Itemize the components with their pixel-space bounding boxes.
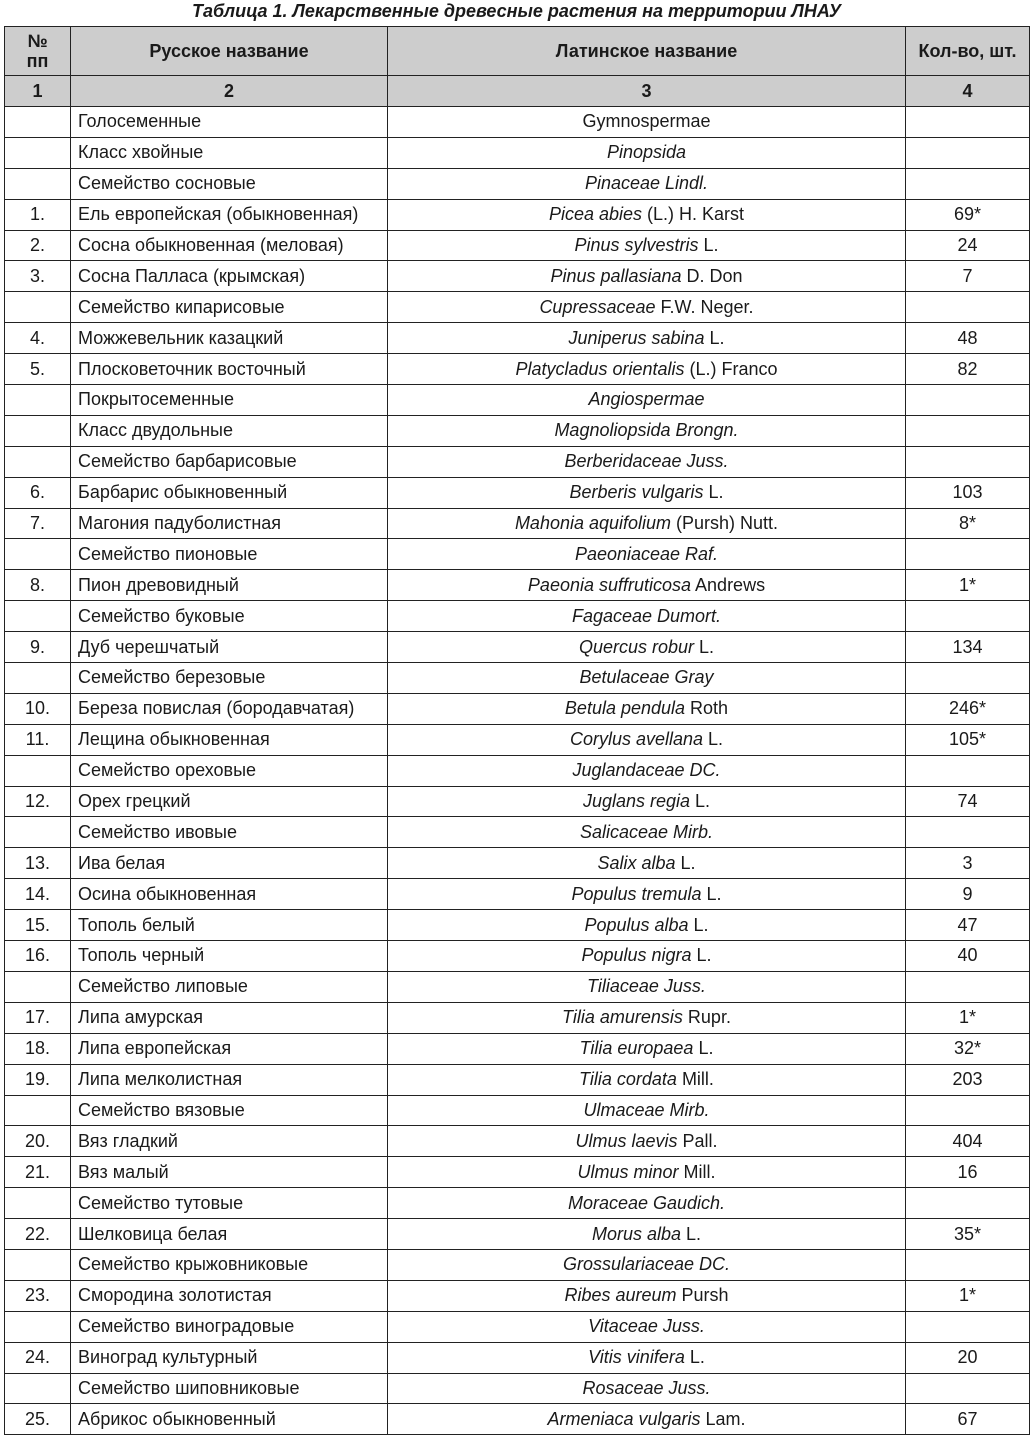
latin-name	[388, 1126, 906, 1157]
latin-name	[388, 848, 906, 879]
table-row	[5, 1342, 1030, 1373]
latin-name-italic: Armeniaca vulgaris	[547, 1408, 701, 1429]
quantity: 32*	[906, 1033, 1030, 1064]
quantity: 35*	[906, 1219, 1030, 1250]
table-row	[5, 292, 1030, 323]
latin-name-italic: Populus tremula	[571, 883, 702, 904]
latin-name-italic: Betula pendula	[564, 698, 686, 719]
russian-name: Ива белая	[71, 848, 388, 879]
latin-name-italic: Vitaceae Juss.	[588, 1316, 705, 1337]
row-number: 24.	[5, 1342, 71, 1373]
table-row	[5, 539, 1030, 570]
row-number	[5, 971, 71, 1002]
latin-name	[388, 137, 906, 168]
latin-name	[388, 199, 906, 230]
quantity: 105*	[906, 724, 1030, 755]
latin-name	[388, 601, 906, 632]
latin-name	[388, 1249, 906, 1280]
latin-name	[388, 693, 906, 724]
latin-name-italic: Cupressaceae	[539, 296, 656, 317]
russian-name: Семейство пионовые	[71, 539, 388, 570]
latin-name-italic: Fagaceae Dumort.	[571, 605, 722, 626]
quantity: 3	[906, 848, 1030, 879]
latin-name	[388, 1002, 906, 1033]
table-row	[5, 477, 1030, 508]
quantity: 203	[906, 1064, 1030, 1095]
quantity	[906, 137, 1030, 168]
column-number-row	[5, 76, 1030, 107]
row-number: 12.	[5, 786, 71, 817]
column-number: 1	[5, 76, 71, 107]
latin-name-author: L.	[698, 235, 719, 255]
quantity: 48	[906, 323, 1030, 354]
latin-name	[388, 910, 906, 941]
latin-name-italic: Ulmus laevis	[575, 1130, 678, 1151]
row-number	[5, 1188, 71, 1219]
russian-name: Пион древовидный	[71, 570, 388, 601]
row-number	[5, 446, 71, 477]
latin-name	[388, 168, 906, 199]
russian-name: Семейство шиповниковые	[71, 1373, 388, 1404]
russian-name: Магония падуболистная	[71, 508, 388, 539]
russian-name: Липа мелколистная	[71, 1064, 388, 1095]
column-number: 2	[71, 76, 388, 107]
table-row	[5, 1404, 1030, 1435]
header-russian-name: Русское название	[71, 27, 388, 76]
quantity: 404	[906, 1126, 1030, 1157]
row-number	[5, 1311, 71, 1342]
quantity: 1*	[906, 570, 1030, 601]
latin-name-italic: Pinus pallasiana	[550, 265, 682, 286]
russian-name: Класс двудольные	[71, 415, 388, 446]
quantity: 74	[906, 786, 1030, 817]
table-row	[5, 1249, 1030, 1280]
quantity	[906, 385, 1030, 416]
latin-name-author: L.	[703, 482, 724, 503]
latin-name-italic: Vitis vinifera	[588, 1347, 685, 1368]
russian-name: Семейство ивовые	[71, 817, 388, 848]
quantity	[906, 446, 1030, 477]
latin-name-italic: Tilia europaea	[579, 1038, 694, 1059]
latin-name	[388, 230, 906, 261]
russian-name: Голосеменные	[71, 107, 388, 138]
russian-name: Семейство буковые	[71, 601, 388, 632]
quantity	[906, 539, 1030, 570]
russian-name: Семейство крыжовниковые	[71, 1249, 388, 1280]
row-number: 22.	[5, 1219, 71, 1250]
latin-name-author: Pall.	[677, 1130, 718, 1151]
latin-name-author: L.	[694, 636, 715, 657]
latin-name-author: Rupr.	[682, 1007, 731, 1028]
header-row	[5, 27, 1030, 76]
latin-name-italic: Populus alba	[584, 914, 689, 935]
russian-name: Покрытосеменные	[71, 385, 388, 416]
russian-name: Ель европейская (обыкновенная)	[71, 199, 388, 230]
row-number: 13.	[5, 848, 71, 879]
latin-name-italic: Rosaceae Juss.	[582, 1377, 711, 1398]
latin-name	[388, 724, 906, 755]
quantity: 82	[906, 354, 1030, 385]
row-number: 2.	[5, 230, 71, 261]
russian-name: Семейство виноградовые	[71, 1311, 388, 1342]
russian-name: Семейство липовые	[71, 971, 388, 1002]
row-number: 5.	[5, 354, 71, 385]
row-number: 20.	[5, 1126, 71, 1157]
quantity	[906, 292, 1030, 323]
latin-name	[388, 446, 906, 477]
table-row	[5, 1280, 1030, 1311]
russian-name: Липа европейская	[71, 1033, 388, 1064]
latin-name-italic: Juglans regia	[582, 791, 691, 812]
latin-name	[388, 1064, 906, 1095]
row-number: 23.	[5, 1280, 71, 1311]
latin-name-author: Pursh	[676, 1285, 729, 1306]
table-caption: Таблица 1. Лекарственные древесные растения на территории ЛНАУ	[192, 1, 841, 21]
quantity: 24	[906, 230, 1030, 261]
quantity: 40	[906, 941, 1030, 972]
latin-name-italic: Berberidaceae Juss.	[564, 451, 729, 472]
latin-name	[388, 941, 906, 972]
row-number	[5, 415, 71, 446]
russian-name: Вяз гладкий	[71, 1126, 388, 1157]
table-row	[5, 879, 1030, 910]
row-number: 8.	[5, 570, 71, 601]
table-row	[5, 848, 1030, 879]
row-number: 14.	[5, 879, 71, 910]
latin-name-italic: Mahonia aquifolium	[514, 513, 672, 534]
russian-name: Липа амурская	[71, 1002, 388, 1033]
table-row	[5, 663, 1030, 694]
row-number: 1.	[5, 199, 71, 230]
quantity: 20	[906, 1342, 1030, 1373]
latin-name-italic: Salix alba	[597, 852, 676, 873]
row-number: 3.	[5, 261, 71, 292]
table-row	[5, 1373, 1030, 1404]
latin-name	[388, 477, 906, 508]
row-number	[5, 755, 71, 786]
quantity	[906, 415, 1030, 446]
russian-name: Абрикос обыкновенный	[71, 1404, 388, 1435]
table-row	[5, 910, 1030, 941]
table-row	[5, 1033, 1030, 1064]
table-row	[5, 786, 1030, 817]
column-number: 3	[388, 76, 906, 107]
russian-name: Можжевельник казацкий	[71, 323, 388, 354]
table-row	[5, 601, 1030, 632]
russian-name: Семейство березовые	[71, 663, 388, 694]
row-number: 17.	[5, 1002, 71, 1033]
russian-name: Лещина обыкновенная	[71, 724, 388, 755]
latin-name-author: D. Don	[681, 265, 743, 286]
header-quantity: Кол-во, шт.	[906, 27, 1030, 76]
latin-name-italic: Tilia cordata	[579, 1069, 677, 1090]
quantity: 67	[906, 1404, 1030, 1435]
latin-name-author: Roth	[685, 698, 729, 719]
latin-name	[388, 817, 906, 848]
latin-name-author: L.	[675, 852, 696, 873]
row-number	[5, 385, 71, 416]
latin-name-italic: Pinaceae Lindl.	[584, 173, 709, 194]
latin-name-author: Mill.	[676, 1069, 714, 1090]
quantity: 1*	[906, 1002, 1030, 1033]
russian-name: Класс хвойные	[71, 137, 388, 168]
russian-name: Сосна обыкновенная (меловая)	[71, 230, 388, 261]
column-number: 4	[906, 76, 1030, 107]
latin-name-italic: Paeoniaceae Raf.	[574, 543, 719, 564]
latin-name	[388, 1095, 906, 1126]
latin-name	[388, 879, 906, 910]
table-row	[5, 323, 1030, 354]
latin-name-author: L.	[704, 327, 725, 348]
row-number: 10.	[5, 693, 71, 724]
table-row	[5, 1157, 1030, 1188]
table-row	[5, 570, 1030, 601]
row-number	[5, 107, 71, 138]
quantity: 103	[906, 477, 1030, 508]
quantity	[906, 817, 1030, 848]
latin-name-italic: Ulmus minor	[577, 1161, 679, 1182]
latin-name	[388, 385, 906, 416]
latin-name-author: L.	[684, 1347, 705, 1368]
table-row	[5, 941, 1030, 972]
latin-name-italic: Ulmaceae Mirb.	[583, 1099, 710, 1120]
latin-name-italic: Salicaceae Mirb.	[579, 821, 714, 842]
latin-name	[388, 755, 906, 786]
latin-name-author: L.	[693, 1038, 714, 1059]
row-number	[5, 1095, 71, 1126]
russian-name: Шелковица белая	[71, 1219, 388, 1250]
row-number	[5, 601, 71, 632]
row-number: 15.	[5, 910, 71, 941]
latin-name	[388, 1157, 906, 1188]
table-row	[5, 817, 1030, 848]
quantity	[906, 1249, 1030, 1280]
latin-name-author: Gymnospermae	[582, 111, 711, 132]
russian-name: Тополь белый	[71, 910, 388, 941]
quantity	[906, 107, 1030, 138]
quantity: 16	[906, 1157, 1030, 1188]
russian-name: Вяз малый	[71, 1157, 388, 1188]
latin-name	[388, 570, 906, 601]
latin-name-author: (L.) Franco	[684, 358, 778, 379]
latin-name-italic: Tilia amurensis	[562, 1007, 683, 1028]
table-row	[5, 230, 1030, 261]
russian-name: Семейство тутовые	[71, 1188, 388, 1219]
latin-name	[388, 1373, 906, 1404]
row-number	[5, 663, 71, 694]
latin-name-italic: Platycladus orientalis	[515, 358, 685, 379]
row-number: 4.	[5, 323, 71, 354]
latin-name	[388, 1404, 906, 1435]
latin-name	[388, 354, 906, 385]
latin-name	[388, 1188, 906, 1219]
table-row	[5, 971, 1030, 1002]
table-row	[5, 1188, 1030, 1219]
header-num-line2: пп	[26, 51, 49, 71]
table-row	[5, 137, 1030, 168]
table-row	[5, 1219, 1030, 1250]
table-row	[5, 1002, 1030, 1033]
russian-name: Семейство сосновые	[71, 168, 388, 199]
table-row	[5, 1311, 1030, 1342]
quantity	[906, 601, 1030, 632]
latin-name-italic: Paeonia suffruticosa	[527, 574, 692, 595]
latin-name-author: L.	[690, 791, 711, 812]
latin-name-italic: Grossulariaceae DC.	[562, 1254, 731, 1275]
latin-name-author: (L.) H. Karst	[642, 204, 745, 225]
quantity: 69*	[906, 199, 1030, 230]
row-number	[5, 292, 71, 323]
latin-name-italic: Ribes aureum	[564, 1285, 677, 1306]
latin-name	[388, 1311, 906, 1342]
row-number	[5, 1373, 71, 1404]
table-row	[5, 199, 1030, 230]
latin-name-italic: Betulaceae Gray	[579, 667, 714, 688]
table-body	[5, 107, 1030, 1435]
latin-name-author: F.W. Neger.	[655, 296, 754, 317]
quantity	[906, 1311, 1030, 1342]
table-row	[5, 1095, 1030, 1126]
latin-name-italic: Morus alba	[591, 1223, 682, 1244]
russian-name: Барбарис обыкновенный	[71, 477, 388, 508]
latin-name-author: L.	[703, 729, 724, 750]
latin-name	[388, 261, 906, 292]
russian-name: Осина обыкновенная	[71, 879, 388, 910]
plants-table	[4, 26, 1030, 1435]
latin-name	[388, 508, 906, 539]
row-number	[5, 168, 71, 199]
quantity: 246*	[906, 693, 1030, 724]
russian-name: Виноград культурный	[71, 1342, 388, 1373]
latin-name	[388, 107, 906, 138]
latin-name-italic: Populus nigra	[581, 945, 692, 966]
row-number	[5, 1249, 71, 1280]
latin-name	[388, 292, 906, 323]
row-number: 25.	[5, 1404, 71, 1435]
row-number	[5, 137, 71, 168]
latin-name-italic: Magnoliopsida Brongn.	[554, 420, 739, 441]
table-row	[5, 168, 1030, 199]
table-row	[5, 508, 1030, 539]
quantity	[906, 755, 1030, 786]
latin-name	[388, 971, 906, 1002]
quantity: 134	[906, 632, 1030, 663]
latin-name	[388, 323, 906, 354]
russian-name: Тополь черный	[71, 941, 388, 972]
row-number: 11.	[5, 724, 71, 755]
table-row	[5, 1126, 1030, 1157]
latin-name-author: Andrews	[691, 574, 766, 595]
latin-name-italic: Berberis vulgaris	[569, 482, 704, 503]
table-row	[5, 446, 1030, 477]
russian-name: Смородина золотистая	[71, 1280, 388, 1311]
row-number: 16.	[5, 941, 71, 972]
header-num-line1: №	[27, 31, 48, 51]
header-latin-name: Латинское название	[388, 27, 906, 76]
quantity	[906, 1373, 1030, 1404]
latin-name-italic: Tiliaceae Juss.	[587, 976, 706, 997]
header-num	[5, 27, 71, 76]
quantity: 7	[906, 261, 1030, 292]
russian-name: Семейство вязовые	[71, 1095, 388, 1126]
russian-name: Орех грецкий	[71, 786, 388, 817]
latin-name-italic: Juglandaceae DC.	[572, 760, 721, 781]
row-number	[5, 539, 71, 570]
quantity	[906, 971, 1030, 1002]
table-row	[5, 632, 1030, 663]
row-number: 18.	[5, 1033, 71, 1064]
latin-name	[388, 632, 906, 663]
latin-name	[388, 1280, 906, 1311]
table-row	[5, 1064, 1030, 1095]
table-row	[5, 724, 1030, 755]
table-row	[5, 261, 1030, 292]
latin-name-italic: Quercus robur	[578, 636, 695, 657]
latin-name-author: L.	[701, 883, 722, 904]
russian-name: Семейство барбарисовые	[71, 446, 388, 477]
latin-name	[388, 1342, 906, 1373]
table-row	[5, 693, 1030, 724]
latin-name-italic: Moraceae Gaudich.	[567, 1192, 726, 1213]
russian-name: Семейство кипарисовые	[71, 292, 388, 323]
row-number: 21.	[5, 1157, 71, 1188]
latin-name	[388, 539, 906, 570]
latin-name-italic: Pinopsida	[606, 142, 687, 163]
quantity	[906, 1095, 1030, 1126]
table-row	[5, 755, 1030, 786]
latin-name-italic: Angiospermae	[588, 389, 705, 410]
table-row	[5, 354, 1030, 385]
russian-name: Береза повислая (бородавчатая)	[71, 693, 388, 724]
latin-name-italic: Corylus avellana	[569, 729, 704, 750]
quantity	[906, 1188, 1030, 1219]
quantity	[906, 663, 1030, 694]
russian-name: Плосковеточник восточный	[71, 354, 388, 385]
russian-name: Дуб черешчатый	[71, 632, 388, 663]
quantity	[906, 168, 1030, 199]
latin-name	[388, 1033, 906, 1064]
quantity: 47	[906, 910, 1030, 941]
quantity: 8*	[906, 508, 1030, 539]
latin-name-author: L.	[681, 1223, 702, 1244]
latin-name-italic: Pinus sylvestris	[574, 235, 699, 255]
russian-name: Семейство ореховые	[71, 755, 388, 786]
row-number	[5, 817, 71, 848]
table-row	[5, 385, 1030, 416]
quantity: 1*	[906, 1280, 1030, 1311]
russian-name: Сосна Палласа (крымская)	[71, 261, 388, 292]
latin-name	[388, 1219, 906, 1250]
latin-name-italic: Picea abies	[548, 204, 643, 225]
row-number: 9.	[5, 632, 71, 663]
table-row	[5, 415, 1030, 446]
latin-name	[388, 663, 906, 694]
quantity: 9	[906, 879, 1030, 910]
row-number: 6.	[5, 477, 71, 508]
latin-name-italic: Juniperus sabina	[568, 327, 705, 348]
table-row	[5, 107, 1030, 138]
latin-name-author: Mill.	[678, 1161, 716, 1182]
row-number: 7.	[5, 508, 71, 539]
row-number: 19.	[5, 1064, 71, 1095]
latin-name	[388, 415, 906, 446]
latin-name-author: L.	[688, 914, 709, 935]
latin-name-author: (Pursh) Nutt.	[671, 513, 779, 534]
latin-name-author: Lam.	[700, 1408, 746, 1429]
latin-name	[388, 786, 906, 817]
latin-name-author: L.	[691, 945, 712, 966]
